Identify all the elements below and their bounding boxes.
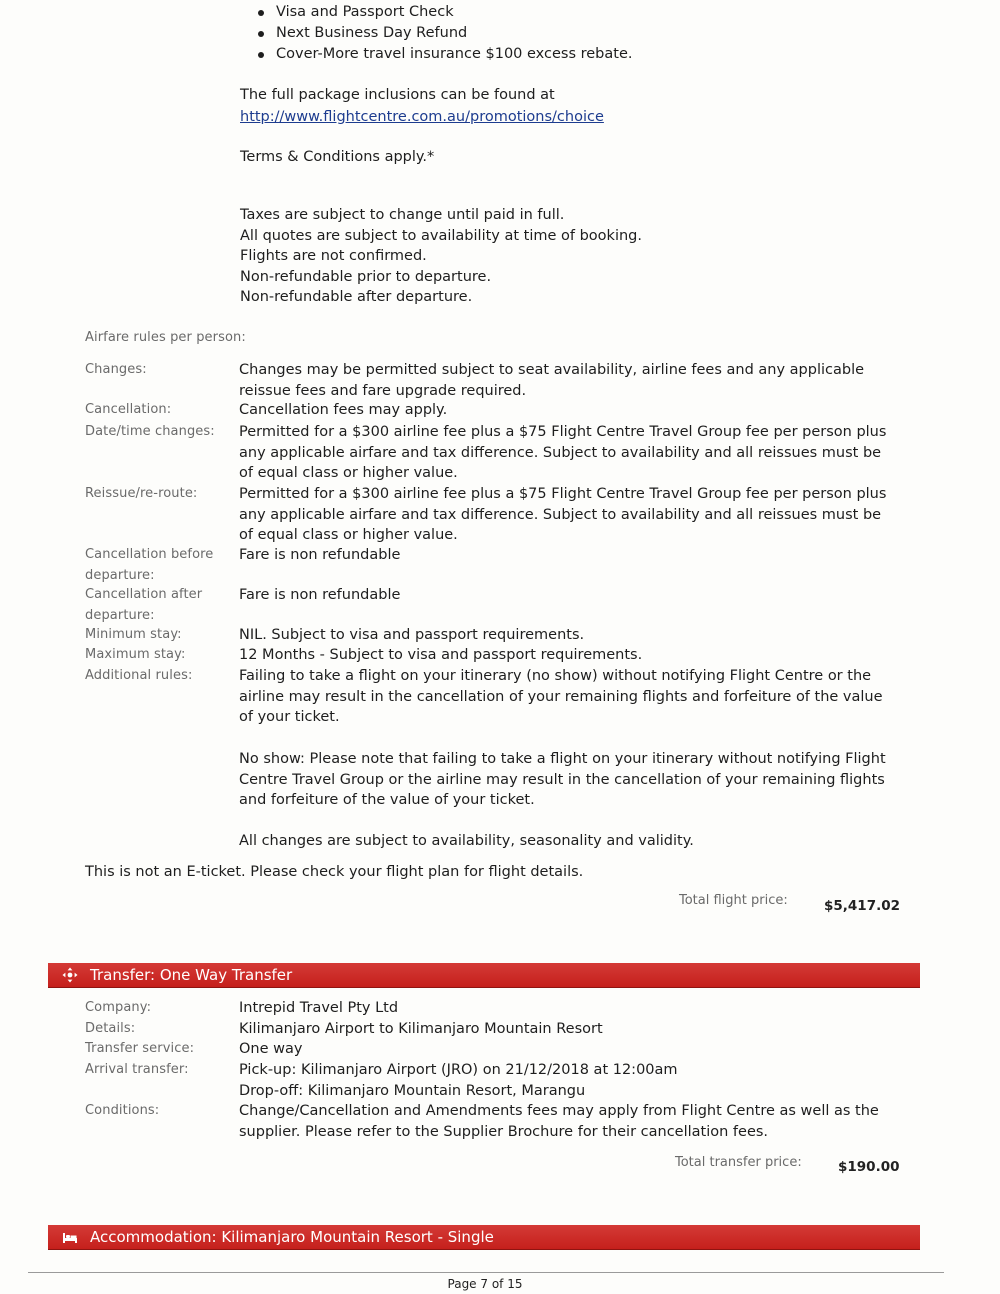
page-number: Page 7 of 15	[447, 1277, 523, 1291]
rule-value: Permitted for a $300 airline fee plus a $75 Flight Centre Travel Group fee per person plus any applicable airfare and tax difference. Subject to availability and all reissues must be of equal class or higher value.	[239, 486, 887, 544]
accommodation-section-title: Accommodation: Kilimanjaro Mountain Resort - Single	[90, 1228, 494, 1246]
field-label: Arrival transfer:	[85, 1062, 189, 1077]
rule-label: Additional rules:	[85, 668, 193, 683]
pickup-text: Pick-up: Kilimanjaro Airport (JRO) on 21/12/2018 at 12:00am	[239, 1062, 678, 1078]
field-label: Company:	[85, 1000, 152, 1015]
field-label: Conditions:	[85, 1103, 160, 1118]
rule-value: Permitted for a $300 airline fee plus a $75 Flight Centre Travel Group fee per person plus any applicable airfare and tax difference. Subject to availability and all reissues must be of equal class or higher value.	[239, 424, 887, 482]
disclaimer-line: Taxes are subject to change until paid in full.	[240, 207, 565, 223]
disclaimer-line: Flights are not confirmed.	[240, 248, 427, 265]
package-inclusions-link[interactable]: http://www.flightcentre.com.au/promotions/choice	[240, 109, 604, 125]
bed-icon	[62, 1229, 78, 1245]
accommodation-section-header	[48, 1225, 920, 1249]
total-flight-price-value: $5,417.02	[824, 898, 901, 914]
rule-label: Minimum stay:	[85, 627, 182, 642]
list-item: Next Business Day Refund	[240, 23, 880, 44]
field-value: Intrepid Travel Pty Ltd	[239, 1000, 399, 1016]
rule-label: Reissue/re-route:	[85, 486, 198, 501]
disclaimer-line: All quotes are subject to availability at time of booking.	[240, 227, 642, 244]
total-flight-price-label: Total flight price:	[679, 893, 788, 908]
rule-label: Date/time changes:	[85, 424, 215, 439]
field-value: Kilimanjaro Airport to Kilimanjaro Mountain Resort	[239, 1021, 603, 1037]
list-item: Visa and Passport Check	[240, 2, 880, 23]
field-value	[239, 1060, 889, 1101]
all-changes-note: All changes are subject to availability, seasonality and validity.	[239, 833, 694, 849]
transfer-section-header	[48, 963, 920, 987]
rule-label: Cancellation before departure:	[85, 547, 214, 583]
total-transfer-price-label: Total transfer price:	[675, 1155, 802, 1170]
terms-conditions-text: Terms & Conditions apply.*	[240, 149, 435, 165]
rule-value: Cancellation fees may apply.	[239, 402, 448, 418]
rule-value: Changes may be permitted subject to seat availability, airline fees and any applicable reissue fees and fare upgrade required.	[239, 362, 865, 399]
bullet-icon	[258, 31, 264, 37]
inclusions-list	[240, 2, 880, 64]
dropoff-text: Drop-off: Kilimanjaro Mountain Resort, Marangu	[239, 1082, 586, 1099]
transfer-section-title: Transfer: One Way Transfer	[90, 966, 293, 984]
rule-label: Cancellation:	[85, 402, 172, 417]
eticket-note: This is not an E-ticket. Please check your flight plan for flight details.	[85, 864, 584, 880]
field-value: Change/Cancellation and Amendments fees may apply from Flight Centre as well as the supplier. Please refer to the Supplier Brochure for their cancellation fees.	[239, 1103, 879, 1140]
rule-value: NIL. Subject to visa and passport requirements.	[239, 627, 585, 643]
list-item: Cover-More travel insurance $100 excess rebate.	[240, 44, 880, 65]
rule-label: Cancellation after departure:	[85, 587, 203, 623]
disclaimer-line: Non-refundable after departure.	[240, 289, 473, 306]
total-transfer-price-value: $190.00	[838, 1159, 900, 1175]
package-inclusions-block	[240, 106, 604, 127]
bullet-icon	[258, 52, 264, 58]
field-label: Transfer service:	[85, 1041, 195, 1056]
rule-value: Failing to take a flight on your itinerary (no show) without notifying Flight Centre or the airline may result in the cancellation of your remaining flights and forfeiture of the value of your ticket.	[239, 668, 883, 726]
field-value: One way	[239, 1041, 303, 1057]
disclaimer-line: Non-refundable prior to departure.	[240, 268, 492, 285]
rule-value: Fare is non refundable	[239, 547, 401, 563]
bullet-icon	[258, 10, 264, 16]
field-label: Details:	[85, 1021, 136, 1036]
disclaimers-block	[240, 205, 880, 308]
rule-label: Changes:	[85, 362, 147, 377]
rule-value: 12 Months - Subject to visa and passport requirements.	[239, 647, 643, 663]
rule-value: Fare is non refundable	[239, 587, 401, 603]
package-inclusions-text: The full package inclusions can be found at	[240, 87, 555, 103]
transfer-arrows-icon	[62, 967, 78, 983]
rule-label: Maximum stay:	[85, 647, 186, 662]
no-show-note: No show: Please note that failing to take a flight on your itinerary without notifying Flight Centre Travel Group or the airline may result in the cancellation of your remaining flights and forfeiture of the value of your ticket.	[239, 751, 886, 809]
airfare-rules-heading: Airfare rules per person:	[85, 330, 246, 345]
footer-divider	[28, 1272, 944, 1273]
